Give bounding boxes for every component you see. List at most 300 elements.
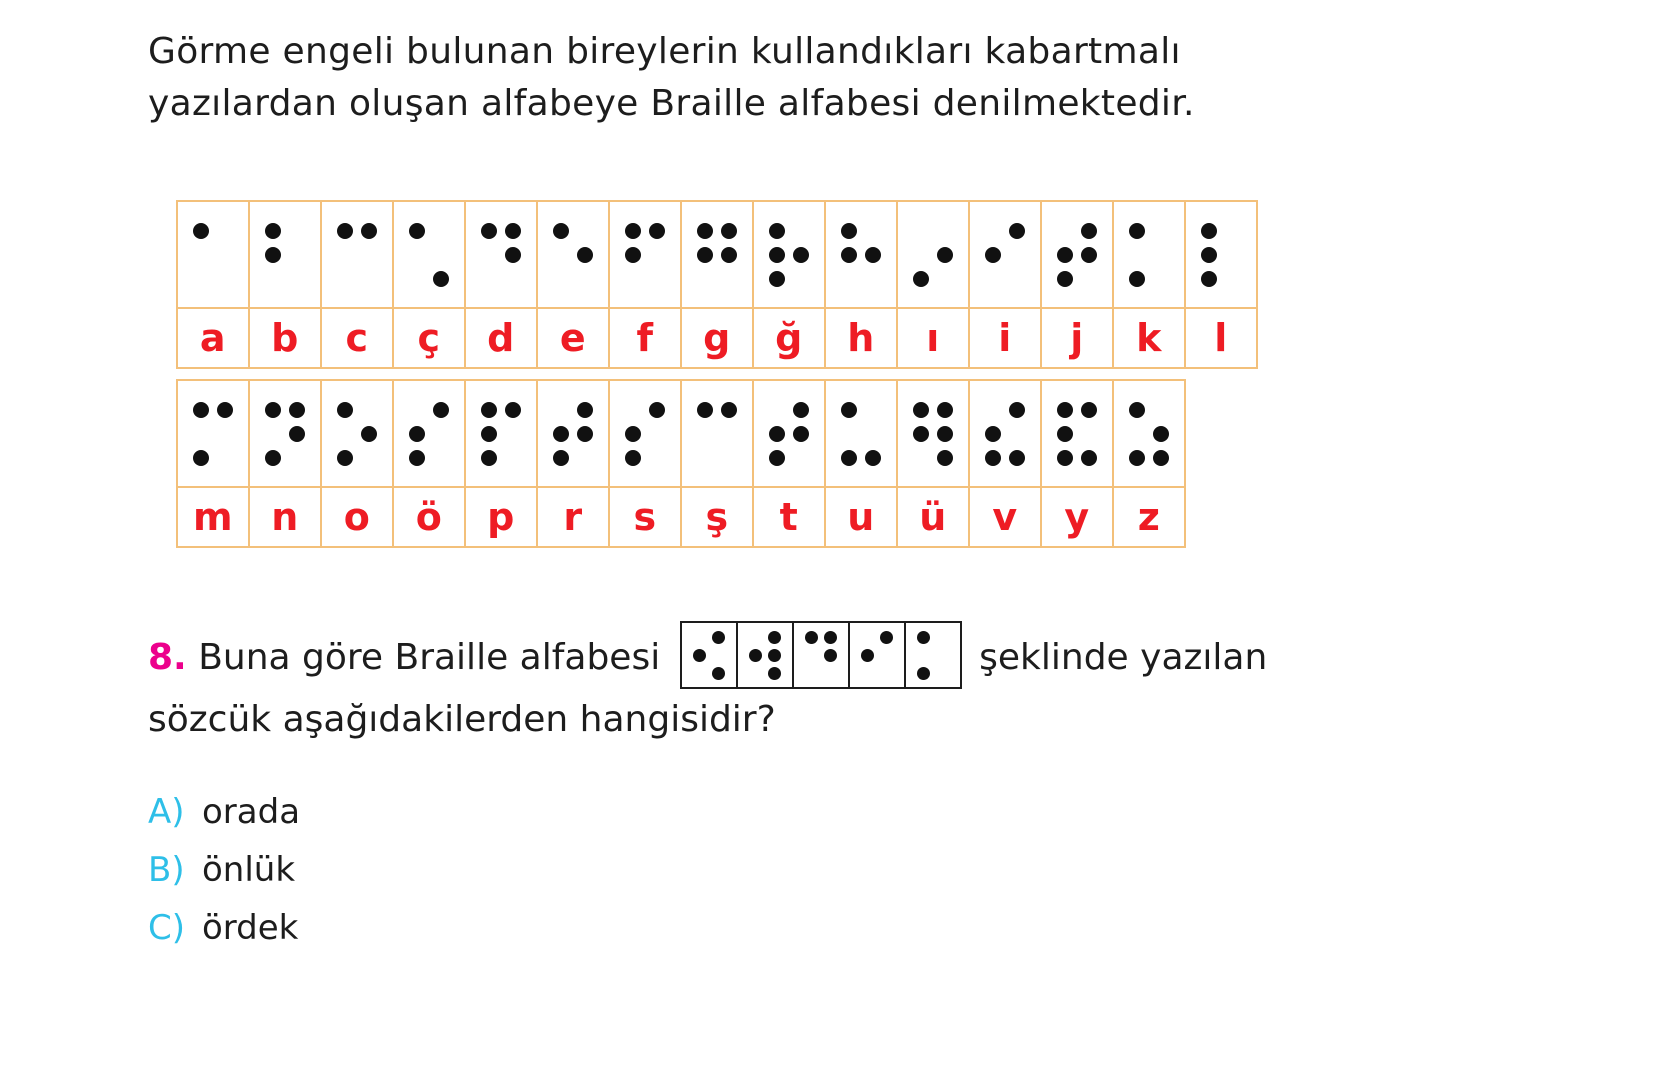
braille-dot-empty [1153,247,1169,263]
braille-dot-grid [477,398,525,470]
braille-letter-label: f [610,307,680,367]
braille-letter-cell [896,379,970,548]
braille-dot-empty [697,271,713,287]
braille-dot-filled [697,402,713,418]
braille-dot-empty [937,223,953,239]
braille-dot-empty [433,450,449,466]
braille-dot-grid [1197,219,1245,291]
braille-dot-grid [909,219,957,291]
braille-dot-filled [481,426,497,442]
option-b[interactable] [148,850,300,890]
braille-dot-empty [289,223,305,239]
braille-letter-cell [968,200,1042,369]
braille-dot-filled [1201,223,1217,239]
braille-dot-grid [261,398,309,470]
question-text-line2: sözcük aşağıdakilerden hangisidir? [148,699,776,740]
braille-glyph [538,381,608,486]
braille-glyph [682,202,752,307]
braille-dot-empty [505,426,521,442]
braille-dot-empty [361,271,377,287]
braille-dot-empty [337,271,353,287]
braille-dot-grid [909,398,957,470]
braille-dot-grid [261,219,309,291]
braille-glyph [394,381,464,486]
braille-dot-empty [289,247,305,263]
braille-dot-empty [505,271,521,287]
braille-dot-empty [1009,426,1025,442]
braille-dot-grid [477,219,525,291]
braille-dot-empty [936,649,949,662]
question-braille-cell [848,621,906,689]
braille-letter-label: t [754,486,824,546]
braille-dot-empty [1225,223,1241,239]
braille-letter-label: ş [682,486,752,546]
braille-dot-filled [769,271,785,287]
braille-glyph [610,381,680,486]
braille-dot-filled [768,667,781,680]
braille-glyph [466,202,536,307]
braille-dot-filled [1129,402,1145,418]
braille-dot-filled [553,426,569,442]
braille-dot-filled [577,402,593,418]
braille-glyph [1186,202,1256,307]
braille-dot-filled [769,426,785,442]
braille-dot-grid [837,219,885,291]
braille-dot-filled [712,667,725,680]
braille-dot-grid [621,398,669,470]
braille-dot-filled [917,667,930,680]
braille-letter-cell [464,200,538,369]
braille-dot-filled [721,247,737,263]
braille-dot-filled [937,247,953,263]
braille-dot-empty [217,223,233,239]
braille-dot-filled [1057,426,1073,442]
braille-dot-empty [217,271,233,287]
braille-dot-filled [1153,450,1169,466]
braille-letter-cell [248,379,322,548]
braille-dot-filled [749,649,762,662]
braille-dot-empty [361,402,377,418]
braille-dot-filled [553,223,569,239]
braille-dot-empty [217,450,233,466]
braille-alphabet-table [176,200,1256,548]
braille-letter-label: ü [898,486,968,546]
braille-dot-empty [936,667,949,680]
braille-dot-filled [289,402,305,418]
question-text-part2: şeklinde yazılan [979,637,1268,678]
braille-letter-cell [1112,200,1186,369]
braille-glyph [1114,381,1184,486]
option-a-letter: A) [148,792,185,832]
braille-dot-filled [721,223,737,239]
braille-dot-filled [865,450,881,466]
braille-dot-grid [189,398,237,470]
braille-dot-empty [337,426,353,442]
braille-letter-label: u [826,486,896,546]
braille-dot-filled [193,402,209,418]
braille-letter-label: ç [394,307,464,367]
braille-dot-empty [1153,223,1169,239]
braille-letter-cell [608,379,682,548]
braille-dot-filled [865,247,881,263]
braille-dot-filled [1057,247,1073,263]
options-list [148,792,301,969]
braille-dot-filled [913,426,929,442]
braille-letter-cell [680,379,754,548]
braille-dot-grid [1125,398,1173,470]
braille-dot-filled [721,402,737,418]
braille-dot-empty [193,426,209,442]
braille-dot-filled [697,223,713,239]
braille-dot-empty [805,649,818,662]
option-b-text: önlük [202,850,296,890]
braille-dot-empty [1081,426,1097,442]
braille-dot-empty [265,426,281,442]
braille-dot-empty [577,271,593,287]
braille-dot-filled [289,426,305,442]
braille-dot-grid [914,628,952,682]
braille-glyph [826,381,896,486]
braille-dot-empty [1009,271,1025,287]
braille-dot-empty [865,402,881,418]
braille-dot-empty [1129,247,1145,263]
braille-dot-filled [1201,271,1217,287]
braille-dot-filled [265,450,281,466]
braille-dot-empty [553,271,569,287]
braille-glyph [466,381,536,486]
braille-dot-filled [824,631,837,644]
braille-dot-empty [824,667,837,680]
braille-dot-filled [625,450,641,466]
braille-dot-filled [1009,450,1025,466]
braille-dot-empty [805,667,818,680]
braille-letter-label: a [178,307,248,367]
braille-dot-empty [1153,402,1169,418]
braille-dot-empty [553,247,569,263]
braille-dot-filled [985,247,1001,263]
braille-dot-filled [768,631,781,644]
braille-glyph [178,202,248,307]
braille-dot-grid [1125,219,1173,291]
braille-letter-cell [1184,200,1258,369]
question-braille-cell [792,621,850,689]
braille-dot-filled [337,402,353,418]
braille-glyph [538,202,608,307]
braille-dot-filled [625,426,641,442]
braille-letter-label: p [466,486,536,546]
braille-glyph [610,202,680,307]
braille-dot-filled [793,426,809,442]
braille-dot-filled [712,631,725,644]
braille-dot-filled [649,223,665,239]
braille-dot-empty [880,667,893,680]
braille-dot-grid [802,628,840,682]
braille-letter-cell [464,379,538,548]
braille-letter-label: i [970,307,1040,367]
braille-glyph [250,202,320,307]
option-c-text: ördek [202,908,299,948]
braille-dot-empty [625,402,641,418]
braille-glyph [1114,202,1184,307]
braille-dot-empty [693,667,706,680]
braille-dot-filled [937,426,953,442]
braille-dot-empty [841,426,857,442]
braille-letter-cell [896,200,970,369]
braille-letter-label: s [610,486,680,546]
braille-dot-filled [337,223,353,239]
braille-dot-empty [749,667,762,680]
braille-dot-empty [409,402,425,418]
option-c-letter: C) [148,908,186,948]
braille-dot-empty [721,426,737,442]
braille-dot-empty [409,247,425,263]
braille-dot-grid [1053,398,1101,470]
braille-dot-filled [433,402,449,418]
braille-dot-filled [1129,271,1145,287]
braille-dot-filled [805,631,818,644]
braille-dot-empty [841,271,857,287]
braille-glyph [178,381,248,486]
braille-dot-grid [690,628,728,682]
braille-dot-grid [693,398,741,470]
braille-dot-empty [937,271,953,287]
braille-dot-filled [625,223,641,239]
braille-dot-empty [337,247,353,263]
braille-dot-grid [765,398,813,470]
braille-dot-empty [577,223,593,239]
braille-dot-filled [769,223,785,239]
braille-dot-empty [577,450,593,466]
braille-letter-cell [248,200,322,369]
braille-dot-filled [1057,402,1073,418]
braille-dot-filled [505,402,521,418]
braille-glyph [826,202,896,307]
question-braille-cell [736,621,794,689]
braille-dot-empty [409,271,425,287]
braille-dot-empty [985,223,1001,239]
braille-letter-cell [968,379,1042,548]
braille-dot-filled [1057,450,1073,466]
braille-letter-label: j [1042,307,1112,367]
braille-dot-empty [865,426,881,442]
braille-dot-empty [649,247,665,263]
braille-dot-empty [1225,271,1241,287]
braille-dot-empty [693,631,706,644]
braille-row-1 [176,200,1256,369]
braille-dot-empty [917,649,930,662]
braille-dot-filled [193,223,209,239]
braille-dot-filled [265,247,281,263]
braille-dot-grid [333,219,381,291]
braille-dot-filled [841,223,857,239]
braille-letter-cell [752,379,826,548]
braille-dot-filled [768,649,781,662]
braille-dot-empty [697,426,713,442]
braille-dot-grid [405,398,453,470]
braille-glyph [898,381,968,486]
braille-dot-grid [333,398,381,470]
braille-letter-cell [176,200,250,369]
braille-dot-empty [793,223,809,239]
braille-dot-empty [1153,271,1169,287]
braille-dot-empty [865,223,881,239]
braille-dot-filled [1081,402,1097,418]
braille-letter-label: z [1114,486,1184,546]
braille-glyph [394,202,464,307]
braille-dot-grid [858,628,896,682]
braille-dot-grid [981,398,1029,470]
braille-dot-grid [693,219,741,291]
braille-dot-empty [769,402,785,418]
braille-letter-label: b [250,307,320,367]
braille-letter-label: g [682,307,752,367]
braille-letter-cell [320,200,394,369]
braille-dot-empty [217,247,233,263]
braille-dot-filled [361,223,377,239]
braille-glyph [754,381,824,486]
braille-glyph [1042,381,1112,486]
braille-letter-label: r [538,486,608,546]
braille-dot-empty [649,271,665,287]
braille-dot-filled [193,450,209,466]
braille-glyph [322,202,392,307]
braille-letter-label: ğ [754,307,824,367]
braille-dot-grid [621,219,669,291]
braille-letter-cell [1040,379,1114,548]
braille-dot-filled [880,631,893,644]
option-b-letter: B) [148,850,185,890]
braille-dot-empty [1225,247,1241,263]
braille-dot-empty [880,649,893,662]
braille-dot-empty [1081,271,1097,287]
braille-letter-label: v [970,486,1040,546]
braille-dot-filled [1153,426,1169,442]
braille-dot-empty [913,247,929,263]
braille-dot-filled [505,223,521,239]
braille-dot-filled [409,223,425,239]
braille-glyph [250,381,320,486]
question-number: 8. [148,637,187,678]
braille-dot-empty [433,223,449,239]
braille-dot-filled [409,426,425,442]
braille-dot-filled [937,402,953,418]
braille-letter-cell [824,200,898,369]
braille-dot-filled [769,450,785,466]
braille-dot-empty [697,450,713,466]
braille-dot-grid [549,398,597,470]
braille-dot-grid [189,219,237,291]
braille-letter-label: d [466,307,536,367]
braille-dot-filled [1081,223,1097,239]
braille-letter-label: l [1186,307,1256,367]
braille-dot-empty [861,631,874,644]
braille-dot-filled [917,631,930,644]
braille-dot-empty [361,450,377,466]
braille-letter-cell [608,200,682,369]
option-c[interactable] [148,908,300,948]
braille-dot-grid [549,219,597,291]
braille-dot-empty [1129,426,1145,442]
braille-dot-filled [409,450,425,466]
braille-letter-cell [752,200,826,369]
braille-dot-filled [913,271,929,287]
braille-dot-empty [481,271,497,287]
braille-dot-empty [721,271,737,287]
braille-letter-label: ö [394,486,464,546]
braille-dot-filled [433,271,449,287]
question-text-part1: Buna göre Braille alfabesi [198,637,661,678]
braille-letter-cell [392,200,466,369]
braille-dot-filled [985,450,1001,466]
braille-dot-empty [553,402,569,418]
braille-dot-grid [765,219,813,291]
braille-letter-label: m [178,486,248,546]
braille-dot-empty [649,450,665,466]
braille-dot-empty [505,450,521,466]
braille-dot-empty [861,667,874,680]
braille-letter-cell [1112,379,1186,548]
braille-letter-cell [536,379,610,548]
braille-dot-filled [265,223,281,239]
braille-dot-filled [1081,247,1097,263]
option-a[interactable] [148,792,301,832]
braille-dot-empty [289,271,305,287]
braille-dot-filled [841,247,857,263]
braille-dot-filled [1057,271,1073,287]
braille-glyph [754,202,824,307]
braille-letter-cell [176,379,250,548]
braille-dot-filled [217,402,233,418]
braille-dot-filled [577,426,593,442]
braille-dot-filled [505,247,521,263]
braille-letter-cell [392,379,466,548]
braille-dot-filled [649,402,665,418]
braille-dot-empty [649,426,665,442]
braille-glyph [1042,202,1112,307]
option-a-text: orada [202,792,301,832]
braille-dot-filled [1201,247,1217,263]
question-block [148,625,1398,747]
braille-dot-filled [1009,402,1025,418]
braille-letter-cell [824,379,898,548]
braille-dot-filled [577,247,593,263]
braille-letter-label: k [1114,307,1184,367]
braille-dot-filled [481,402,497,418]
braille-dot-empty [749,631,762,644]
braille-dot-empty [1057,223,1073,239]
braille-dot-filled [913,402,929,418]
braille-dot-empty [721,450,737,466]
braille-dot-filled [1081,450,1097,466]
braille-dot-filled [553,450,569,466]
braille-dot-empty [985,402,1001,418]
braille-dot-grid [981,219,1029,291]
braille-dot-grid [1053,219,1101,291]
braille-letter-label: h [826,307,896,367]
braille-dot-filled [693,649,706,662]
braille-dot-empty [265,271,281,287]
braille-letter-label: e [538,307,608,367]
question-braille-word [680,621,960,689]
braille-dot-filled [861,649,874,662]
braille-dot-filled [265,402,281,418]
braille-dot-empty [936,631,949,644]
braille-dot-empty [1009,247,1025,263]
braille-letter-cell [536,200,610,369]
braille-glyph [898,202,968,307]
braille-dot-empty [361,247,377,263]
braille-dot-filled [793,402,809,418]
